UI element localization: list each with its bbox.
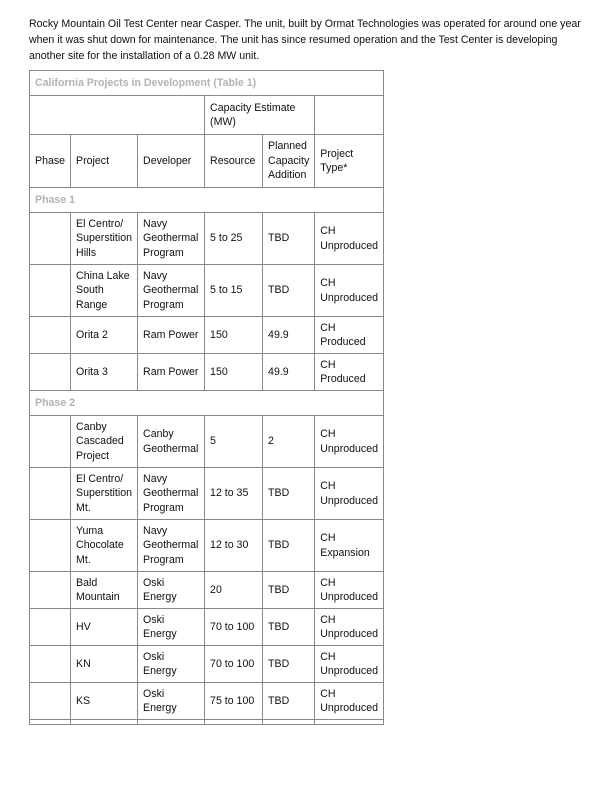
table-caption: California Projects in Development (Table 1) bbox=[30, 71, 384, 96]
header-project-type: Project Type* bbox=[315, 135, 384, 188]
cell-developer: Navy Geothermal Program bbox=[138, 468, 205, 520]
header-blank-cell bbox=[30, 96, 205, 135]
cell-planned: 49.9 bbox=[263, 354, 315, 391]
cell-resource: 70 to 100 bbox=[205, 646, 263, 683]
phase-cell-blank bbox=[30, 683, 71, 720]
cell-planned: TBD bbox=[263, 683, 315, 720]
cutoff-cell bbox=[138, 720, 205, 725]
phase-cell-blank bbox=[30, 354, 71, 391]
cell-planned: TBD bbox=[263, 646, 315, 683]
phase-cell-blank bbox=[30, 646, 71, 683]
header-developer: Developer bbox=[138, 135, 205, 188]
intro-paragraph: Rocky Mountain Oil Test Center near Casper. The unit, built by Ormat Technologies was operated for around one year when it was shut down for maintenance. The unit has since resumed operation and the Test Center is developing another site for the installation of a 0.28 MW unit. bbox=[29, 18, 581, 62]
cell-resource: 75 to 100 bbox=[205, 683, 263, 720]
table-row bbox=[30, 683, 384, 720]
cell-type: CH Unproduced bbox=[315, 265, 384, 317]
cell-developer: Oski Energy bbox=[138, 646, 205, 683]
cell-planned: 2 bbox=[263, 416, 315, 468]
phase-1-row bbox=[30, 188, 384, 213]
cell-project: KS bbox=[71, 683, 138, 720]
cell-type: CH Unproduced bbox=[315, 683, 384, 720]
header-row bbox=[30, 135, 384, 188]
cell-planned: 49.9 bbox=[263, 317, 315, 354]
cell-type: CH Unproduced bbox=[315, 572, 384, 609]
phase-cell-blank bbox=[30, 572, 71, 609]
table-row bbox=[30, 354, 384, 391]
cell-type: CH Unproduced bbox=[315, 468, 384, 520]
projects-table bbox=[29, 70, 384, 725]
cell-developer: Oski Energy bbox=[138, 683, 205, 720]
phase-cell-blank bbox=[30, 416, 71, 468]
cell-project: China Lake South Range bbox=[71, 265, 138, 317]
header-resource: Resource bbox=[205, 135, 263, 188]
cell-type: CH Expansion bbox=[315, 520, 384, 572]
cell-planned: TBD bbox=[263, 468, 315, 520]
cell-planned: TBD bbox=[263, 520, 315, 572]
cell-project: Bald Mountain bbox=[71, 572, 138, 609]
cutoff-cell bbox=[205, 720, 263, 725]
cell-project: Yuma Chocolate Mt. bbox=[71, 520, 138, 572]
cutoff-cell bbox=[30, 720, 71, 725]
phase-cell-blank bbox=[30, 213, 71, 265]
cell-type: CH Unproduced bbox=[315, 416, 384, 468]
cell-resource: 5 to 15 bbox=[205, 265, 263, 317]
header-capacity-estimate: Capacity Estimate (MW) bbox=[205, 96, 315, 135]
cutoff-cell bbox=[263, 720, 315, 725]
table-row bbox=[30, 468, 384, 520]
cell-resource: 12 to 35 bbox=[205, 468, 263, 520]
cell-planned: TBD bbox=[263, 609, 315, 646]
table-row bbox=[30, 646, 384, 683]
cell-project: Canby Cascaded Project bbox=[71, 416, 138, 468]
phase-cell-blank bbox=[30, 265, 71, 317]
header-planned-capacity: Planned Capacity Addition bbox=[263, 135, 315, 188]
cell-type: CH Unproduced bbox=[315, 609, 384, 646]
cutoff-cell bbox=[71, 720, 138, 725]
cell-project: KN bbox=[71, 646, 138, 683]
phase-cell-blank bbox=[30, 468, 71, 520]
cell-developer: Ram Power bbox=[138, 354, 205, 391]
phase-label: Phase 1 bbox=[30, 188, 384, 213]
cell-developer: Navy Geothermal Program bbox=[138, 265, 205, 317]
cell-developer: Navy Geothermal Program bbox=[138, 213, 205, 265]
cell-resource: 150 bbox=[205, 354, 263, 391]
table-row bbox=[30, 572, 384, 609]
phase-cell-blank bbox=[30, 317, 71, 354]
cell-developer: Oski Energy bbox=[138, 609, 205, 646]
header-blank-cell bbox=[315, 96, 384, 135]
cell-planned: TBD bbox=[263, 213, 315, 265]
cell-resource: 20 bbox=[205, 572, 263, 609]
cell-developer: Navy Geothermal Program bbox=[138, 520, 205, 572]
header-project: Project bbox=[71, 135, 138, 188]
cell-project: Orita 2 bbox=[71, 317, 138, 354]
table-row bbox=[30, 609, 384, 646]
cell-resource: 70 to 100 bbox=[205, 609, 263, 646]
table-row bbox=[30, 416, 384, 468]
cell-developer: Canby Geothermal bbox=[138, 416, 205, 468]
cell-developer: Ram Power bbox=[138, 317, 205, 354]
cell-type: CH Unproduced bbox=[315, 646, 384, 683]
cell-planned: TBD bbox=[263, 572, 315, 609]
phase-label: Phase 2 bbox=[30, 391, 384, 416]
cell-project: El Centro/ Superstition Hills bbox=[71, 213, 138, 265]
cell-project: Orita 3 bbox=[71, 354, 138, 391]
cell-resource: 150 bbox=[205, 317, 263, 354]
table-row bbox=[30, 317, 384, 354]
cell-project: HV bbox=[71, 609, 138, 646]
header-phase: Phase bbox=[30, 135, 71, 188]
table-row bbox=[30, 520, 384, 572]
table-row bbox=[30, 213, 384, 265]
phase-2-row bbox=[30, 391, 384, 416]
cell-type: CH Unproduced bbox=[315, 213, 384, 265]
table-row-cutoff bbox=[30, 720, 384, 725]
cell-type: CH Produced bbox=[315, 354, 384, 391]
cutoff-cell bbox=[315, 720, 384, 725]
cell-developer: Oski Energy bbox=[138, 572, 205, 609]
header-row-group bbox=[30, 96, 384, 135]
cell-type: CH Produced bbox=[315, 317, 384, 354]
cell-planned: TBD bbox=[263, 265, 315, 317]
cell-resource: 12 to 30 bbox=[205, 520, 263, 572]
table-row bbox=[30, 265, 384, 317]
cell-project: El Centro/ Superstition Mt. bbox=[71, 468, 138, 520]
cell-resource: 5 to 25 bbox=[205, 213, 263, 265]
phase-cell-blank bbox=[30, 520, 71, 572]
phase-cell-blank bbox=[30, 609, 71, 646]
cell-resource: 5 bbox=[205, 416, 263, 468]
